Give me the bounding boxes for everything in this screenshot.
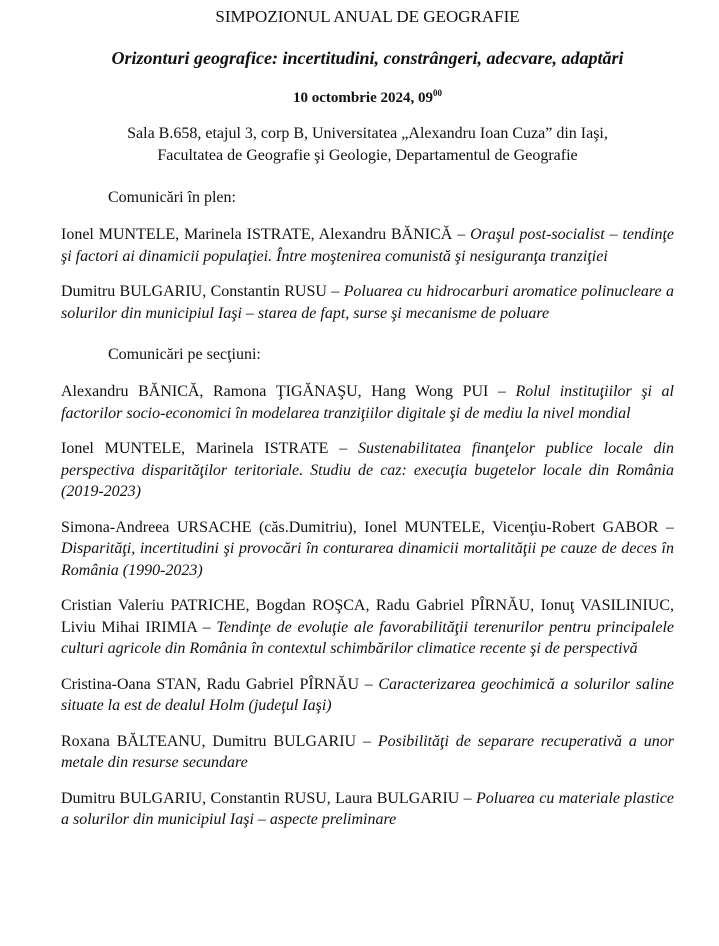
- section-entry: [61, 438, 674, 503]
- entry-title: Tendinţe de evoluţie ale favorabilităţii terenurilor pentru principalele culturi agricole din România în contextul schimbărilor climatice recente şi de perspectivă: [61, 618, 675, 657]
- symposium-title: SIMPOZIONUL ANUAL DE GEOGRAFIE: [215, 7, 520, 26]
- entry-authors: Alexandru BĂNICĂ, Ramona ŢIGĂNAŞU, Hang Wong PUI –: [61, 383, 516, 400]
- entry-title: Disparităţi, incertitudini şi provocări în conturarea dinamicii mortalităţii pe cauze de deces în România (1990-2023): [61, 540, 674, 579]
- sections-list: [61, 381, 674, 831]
- entry-authors: Ionel MUNTELE, Marinela ISTRATE –: [61, 440, 358, 457]
- entry-authors: Ionel MUNTELE, Marinela ISTRATE, Alexandru BĂNICĂ –: [61, 226, 471, 243]
- venue: [61, 123, 674, 167]
- entry-title: Poluarea cu materiale plastice a solurilor din municipiul Iaşi – aspecte preliminare: [61, 789, 675, 828]
- entry-title: Oraşul post-socialist – tendinţe şi factori ai dinamicii populaţiei. Între moştenirea comunistă şi nesiguranţa tranziţiei: [61, 226, 674, 265]
- plenary-entry: [61, 281, 674, 324]
- symposium-date: [61, 87, 674, 107]
- section-entry: [61, 788, 674, 831]
- section-entry: [61, 517, 674, 582]
- entry-title: Posibilităţi de separare recuperativă a unor metale din resurse secundare: [61, 732, 675, 771]
- entry-title: Rolul instituţiilor şi al factorilor socio-economici în modelarea tranziţiilor digitale şi de mediu la nivel mondial: [61, 383, 675, 422]
- plenary-list: [61, 224, 674, 324]
- date-text: 10 octombrie 2024, 09: [293, 90, 433, 106]
- entry-authors: Roxana BĂLTEANU, Dumitru BULGARIU –: [61, 732, 378, 750]
- entry-title: Sustenabilitatea finanţelor publice locale din perspectiva disparităţilor teritoriale. Studiu de caz: execuţia bugetelor locale din România (2019-2023): [61, 440, 674, 500]
- section-entry: [61, 731, 674, 774]
- venue-line-1: Sala B.658, etajul 3, corp B, Universitatea „Alexandru Ioan Cuza” din Iaşi,: [127, 125, 608, 142]
- section-entry: [61, 674, 674, 717]
- venue-line-2: Facultatea de Geografie şi Geologie, Departamentul de Geografie: [157, 147, 578, 164]
- sections-heading: Comunicări pe secţiuni:: [108, 346, 261, 363]
- plenary-entry: [61, 224, 674, 267]
- entry-authors: Cristina-Oana STAN, Radu Gabriel PÎRNĂU –: [61, 675, 379, 693]
- entry-authors: Dumitru BULGARIU, Constantin RUSU, Laura BULGARIU –: [61, 789, 476, 807]
- entry-title: Caracterizarea geochimică a solurilor saline situate la est de dealul Holm (judeţul Iaşi): [61, 675, 674, 714]
- entry-authors: Dumitru BULGARIU, Constantin RUSU –: [61, 283, 344, 300]
- entry-authors: Cristian Valeriu PATRICHE, Bogdan ROŞCA, Radu Gabriel PÎRNĂU, Ionuţ VASILINIUC, Liviu Mihai IRIMIA –: [61, 597, 674, 636]
- entry-title: Poluarea cu hidrocarburi aromatice polinucleare a solurilor din municipiul Iaşi – starea de fapt, surse şi mecanisme de poluare: [61, 283, 674, 322]
- entry-authors: Simona-Andreea URSACHE (căs.Dumitriu), Ionel MUNTELE, Vicenţiu-Robert GABOR –: [61, 518, 674, 536]
- symposium-subtitle: Orizonturi geografice: incertitudini, constrângeri, adecvare, adaptări: [111, 48, 624, 68]
- plenary-heading: Comunicări în plen:: [108, 189, 236, 206]
- section-entry: [61, 381, 674, 424]
- section-entry: [61, 595, 674, 660]
- date-minutes: 00: [432, 88, 442, 98]
